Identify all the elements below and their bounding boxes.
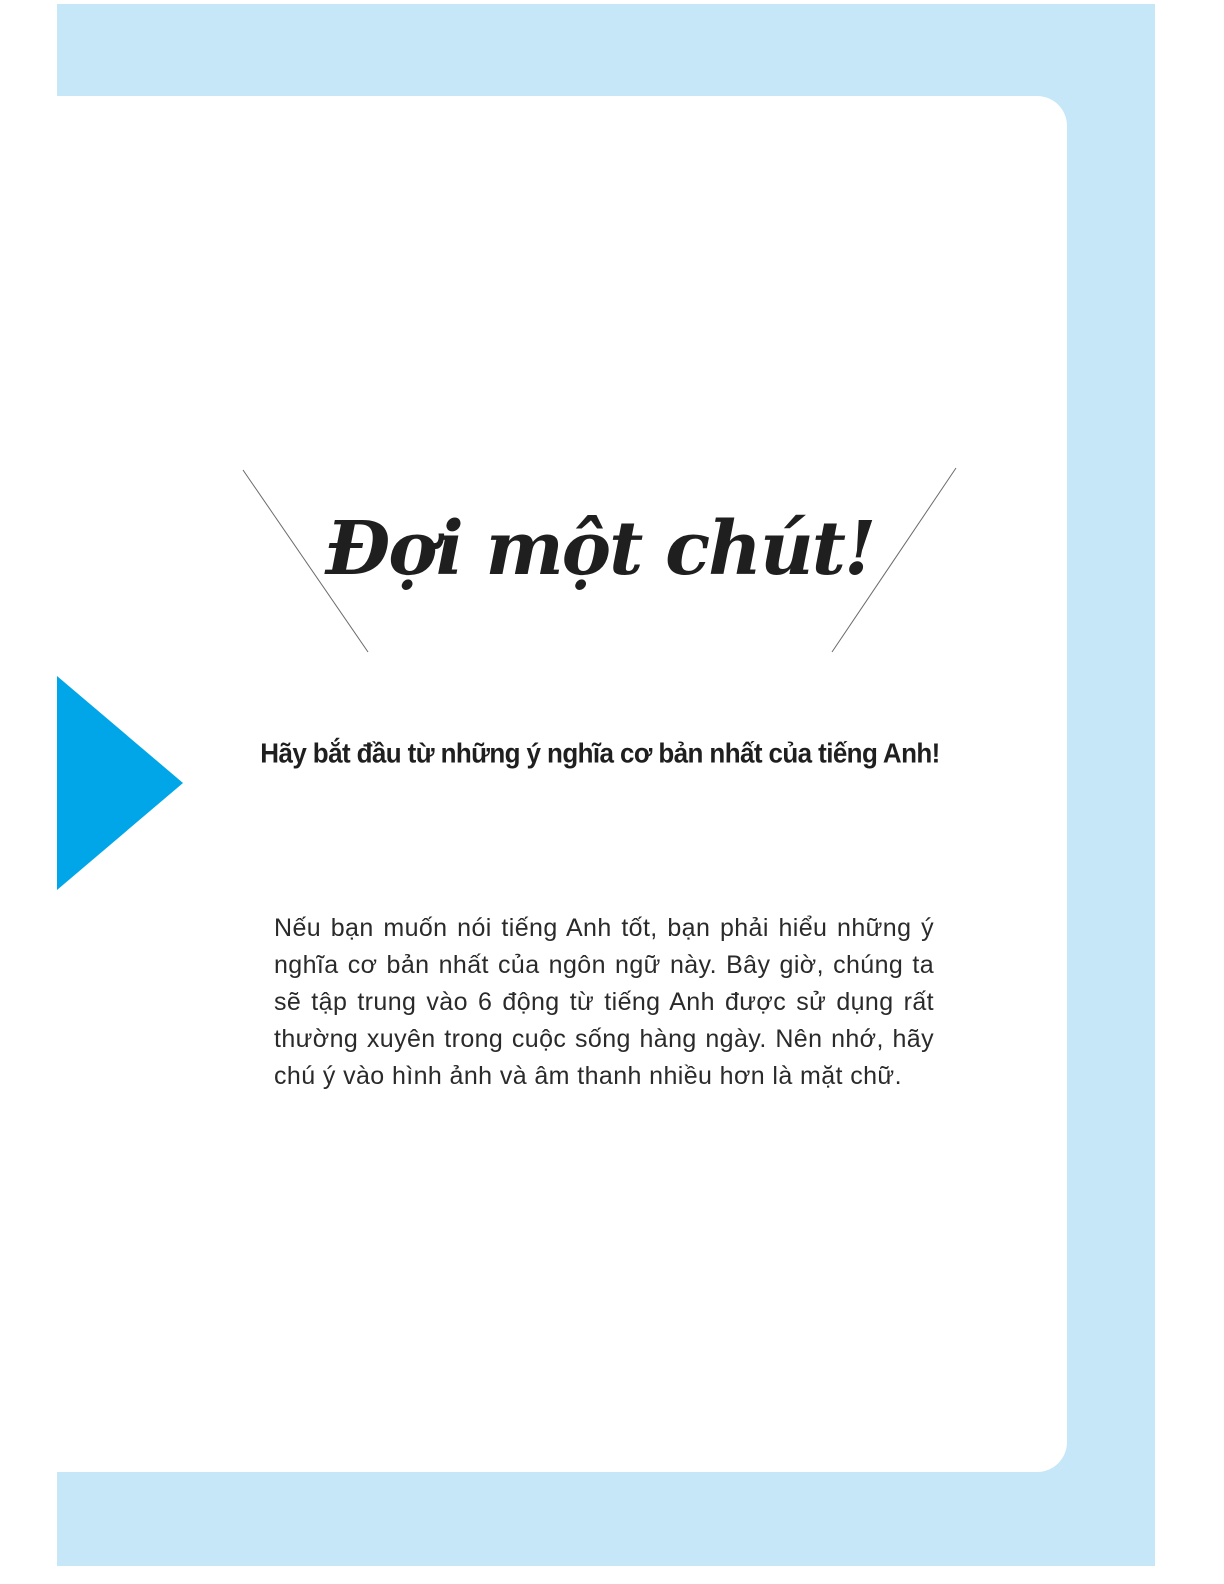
body-paragraph: Nếu bạn muốn nói tiếng Anh tốt, bạn phải hiểu những ý nghĩa cơ bản nhất của ngôn ngữ này. Bây giờ, chúng ta sẽ tập trung vào 6 động từ tiếng Anh được sử dụng rất thường xuyên trong cuộc sống hàng ngày. Nên nhớ, hãy chú ý vào hình ảnh và âm thanh nhiều hơn là mặt chữ. [274, 914, 934, 1090]
page-title: Đợi một chút! [325, 506, 875, 592]
page-subtitle: Hãy bắt đầu từ những ý nghĩa cơ bản nhất của tiếng Anh! [260, 736, 940, 770]
